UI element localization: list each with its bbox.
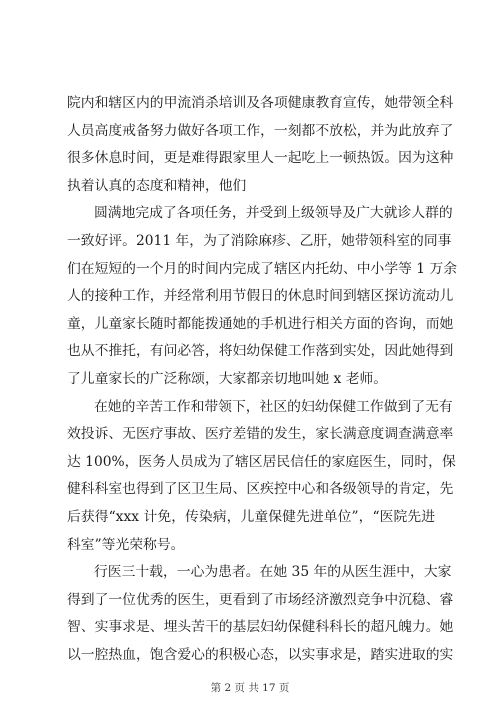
text-line: 后获得“xxx 计免，传染病，儿童保健先进单位”，“医院先进 [67,508,435,525]
text-line: 很多休息时间，更是难得跟家里人一起吃上一顿热饭。因为这种 [67,150,454,167]
text-line: 一致好评。2011 年，为了消除麻疹、乙肝，她带领科室的同事 [67,232,452,249]
text-line: 智、实事求是、埋头苦干的基层妇幼保健科科长的超凡魄力。她 [67,619,454,636]
text-line: 也从不推托，有问必答，将妇幼保健工作落到实处，因此她得到 [67,343,454,360]
text-line: 童，儿童家长随时都能拨通她的手机进行相关方面的咨询，而她 [67,315,454,332]
text-line: 院内和辖区内的甲流消杀培训及各项健康教育宣传，她带领全科 [67,95,454,111]
text-line: 以一腔热血，饱含爱心的积极心态，以实事求是，踏实进取的实 [67,646,454,663]
text-line: 健科科室也得到了区卫生局、区疾控中心和各级领导的肯定，先 [67,481,454,498]
text-line: 行医三十载，一心为患者。在她 35 年的从医生涯中，大家 [94,564,452,581]
text-line: 科室”等光荣称号。 [67,536,185,553]
text-line: 人的接种工作，并经常利用节假日的休息时间到辖区探访流动儿 [67,288,454,305]
paragraph [67,559,454,669]
text-line: 人员高度戒备努力做好各项工作，一刻都不放松，并为此放弃了 [67,122,454,139]
text-line: 在她的辛苦工作和带领下，社区的妇幼保健工作做到了无有 [94,398,453,415]
paragraph [67,90,454,200]
paragraph [67,394,456,560]
text-line: 执着认真的态度和精神，他们 [67,177,247,194]
text-line: 效投诉、无医疗事故、医疗差错的发生，家长满意度调查满意率 [67,426,454,443]
text-line: 得到了一位优秀的医生，更看到了市场经济激烈竞争中沉稳、睿 [67,591,454,608]
text-line: 达 100%，医务人员成为了辖区居民信任的家庭医生，同时，保 [67,453,456,470]
text-line: 了儿童家长的广泛称颂，大家都亲切地叫她 x 老师。 [67,370,388,387]
page-footer: 第 2 页 共 17 页 [210,682,290,694]
body-text [67,90,458,669]
text-line: 们在短短的一个月的时间内完成了辖区内托幼、中小学等 1 万余 [67,260,458,277]
text-line: 圆满地完成了各项任务，并受到上级领导及广大就诊人群的 [94,205,453,222]
paragraph [67,200,458,393]
